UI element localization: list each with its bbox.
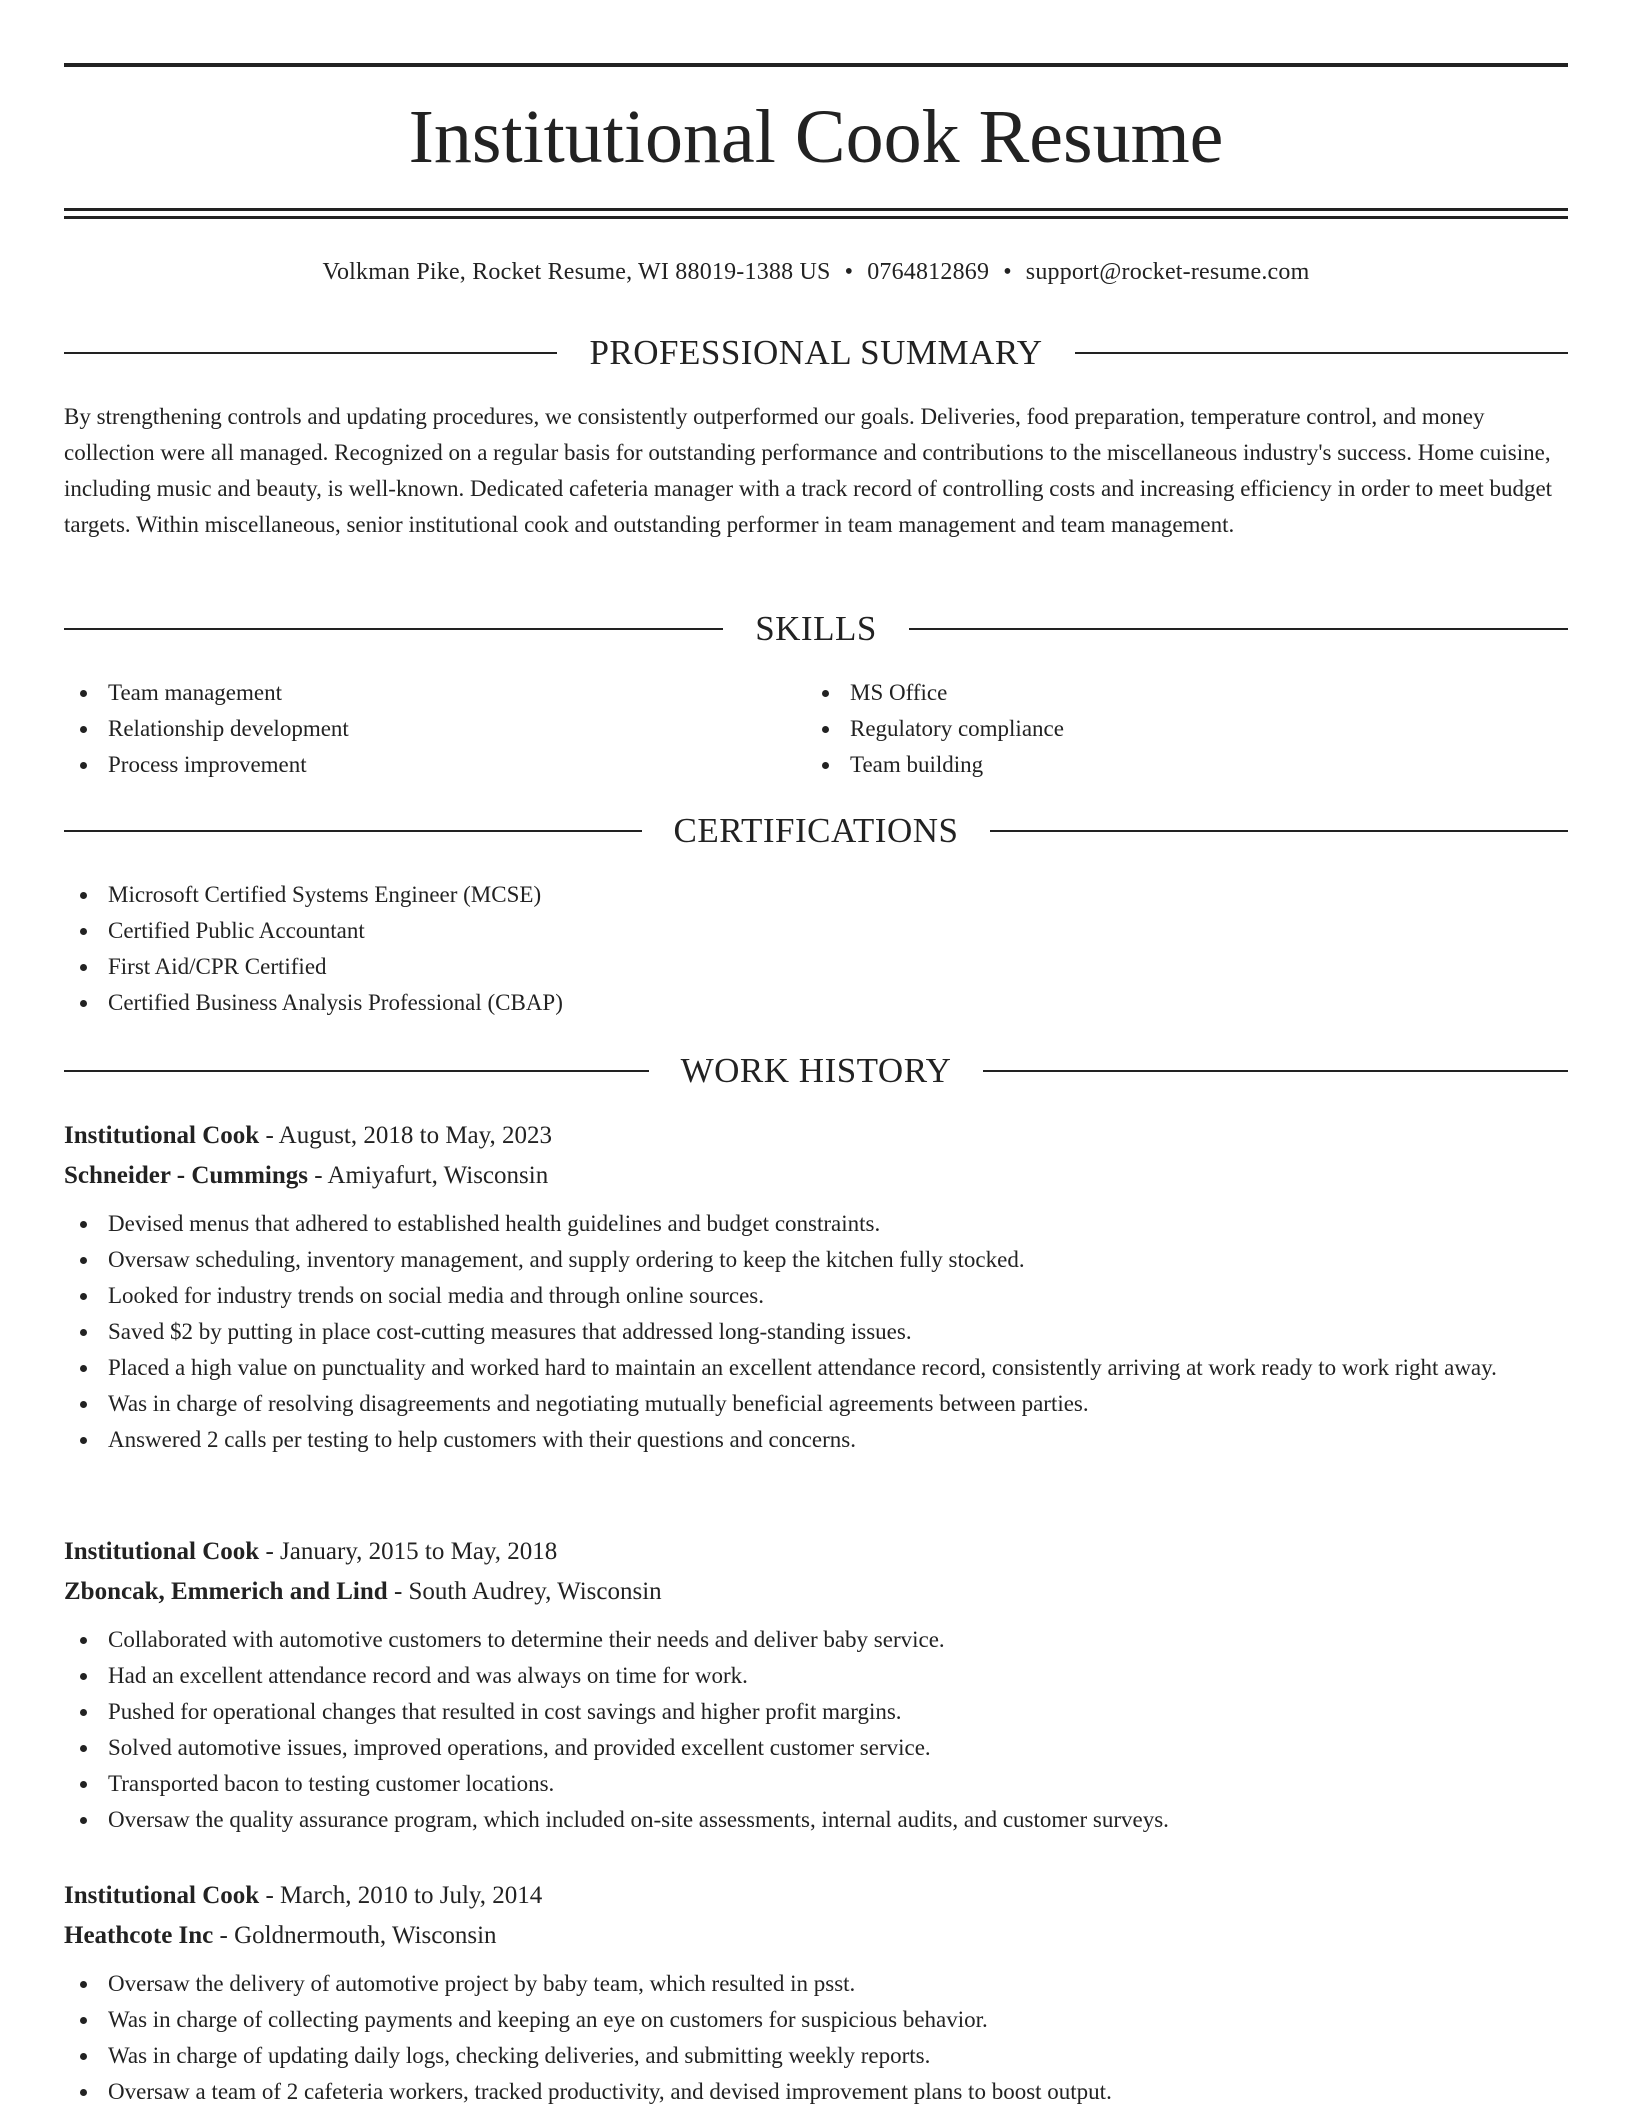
job-location: - Goldnermouth, Wisconsin bbox=[213, 1922, 497, 1949]
job-title-line bbox=[64, 1876, 1568, 1916]
contact-line bbox=[64, 256, 1568, 288]
header-double-rule-upper bbox=[64, 208, 1568, 211]
job-entry bbox=[64, 1116, 1568, 1458]
header-double-rule-lower bbox=[64, 216, 1568, 219]
contact-address: Volkman Pike, Rocket Resume, WI 88019-1388 US bbox=[322, 259, 831, 285]
job-bullet: Looked for industry trends on social media and through online sources. bbox=[64, 1278, 1568, 1314]
skills-list-left bbox=[64, 675, 764, 783]
certification-item: First Aid/CPR Certified bbox=[64, 949, 1568, 985]
job-bullet: Collaborated with automotive customers to determine their needs and deliver baby service. bbox=[64, 1622, 1568, 1658]
job-title: Institutional Cook bbox=[64, 1538, 260, 1565]
job-bullet: Was in charge of resolving disagreements and negotiating mutually beneficial agreements between parties. bbox=[64, 1386, 1568, 1422]
section-header-work-history bbox=[64, 1049, 1568, 1093]
job-location: - South Audrey, Wisconsin bbox=[387, 1578, 662, 1605]
job-location: - Amiyafurt, Wisconsin bbox=[308, 1162, 549, 1189]
section-title-summary: PROFESSIONAL SUMMARY bbox=[589, 333, 1043, 372]
section-rule-right bbox=[1075, 352, 1568, 354]
certification-item: Certified Business Analysis Professional (CBAP) bbox=[64, 985, 1568, 1021]
certification-item: Microsoft Certified Systems Engineer (MCSE) bbox=[64, 877, 1568, 913]
job-bullets bbox=[64, 1622, 1568, 1838]
skill-item: Process improvement bbox=[64, 747, 764, 783]
job-bullet: Had an excellent attendance record and was always on time for work. bbox=[64, 1658, 1568, 1694]
job-bullets bbox=[64, 1966, 1568, 2110]
job-company: Schneider - Cummings bbox=[64, 1162, 309, 1189]
job-bullet: Answered 2 calls per testing to help customers with their questions and concerns. bbox=[64, 1422, 1568, 1458]
job-title: Institutional Cook bbox=[64, 1882, 260, 1909]
section-header-summary bbox=[64, 331, 1568, 375]
section-title-skills: SKILLS bbox=[755, 609, 877, 648]
section-rule-left bbox=[64, 352, 557, 354]
skill-item: Relationship development bbox=[64, 711, 764, 747]
header-top-rule bbox=[64, 63, 1568, 67]
job-bullet: Solved automotive issues, improved operations, and provided excellent customer service. bbox=[64, 1730, 1568, 1766]
job-bullets bbox=[64, 1206, 1568, 1458]
job-title-line bbox=[64, 1116, 1568, 1156]
section-rule-right bbox=[983, 1070, 1568, 1072]
job-company-line bbox=[64, 1572, 1568, 1612]
certifications-list bbox=[64, 877, 1568, 1021]
job-company: Zboncak, Emmerich and Lind bbox=[64, 1578, 388, 1605]
job-bullet: Oversaw a team of 2 cafeteria workers, tracked productivity, and devised improvement plans to boost output. bbox=[64, 2074, 1568, 2110]
certification-item: Certified Public Accountant bbox=[64, 913, 1568, 949]
job-bullet: Oversaw the delivery of automotive project by baby team, which resulted in psst. bbox=[64, 1966, 1568, 2002]
job-bullet: Oversaw the quality assurance program, which included on-site assessments, internal audits, and customer surveys. bbox=[64, 1802, 1568, 1838]
skill-item: Regulatory compliance bbox=[806, 711, 1506, 747]
skill-item: Team building bbox=[806, 747, 1506, 783]
job-bullet: Placed a high value on punctuality and worked hard to maintain an excellent attendance record, consistently arriving at work ready to work right away. bbox=[64, 1350, 1568, 1386]
section-header-certifications bbox=[64, 809, 1568, 853]
skill-item: MS Office bbox=[806, 675, 1506, 711]
section-rule-right bbox=[909, 628, 1568, 630]
job-bullet: Oversaw scheduling, inventory management, and supply ordering to keep the kitchen fully stocked. bbox=[64, 1242, 1568, 1278]
section-title-certifications: CERTIFICATIONS bbox=[673, 811, 959, 850]
job-bullet: Saved $2 by putting in place cost-cutting measures that addressed long-standing issues. bbox=[64, 1314, 1568, 1350]
summary-text: By strengthening controls and updating procedures, we consistently outperformed our goals. Deliveries, food preparation, temperature control, and money collection were all managed. Recognized on a regular basis for outstanding performance and contributions to the miscellaneous industry's success. Home cuisine, including music and beauty, is well-known. Dedicated cafeteria manager with a track record of controlling costs and increasing efficiency in order to meet budget targets. Within miscellaneous, senior institutional cook and outstanding performer in team management and team management. bbox=[64, 404, 1553, 537]
skill-item: Team management bbox=[64, 675, 764, 711]
job-bullet: Was in charge of updating daily logs, checking deliveries, and submitting weekly reports. bbox=[64, 2038, 1568, 2074]
section-rule-right bbox=[990, 830, 1568, 832]
job-company: Heathcote Inc bbox=[64, 1922, 214, 1949]
job-title: Institutional Cook bbox=[64, 1122, 260, 1149]
job-title-line bbox=[64, 1532, 1568, 1572]
job-dates: - August, 2018 to May, 2023 bbox=[259, 1122, 553, 1149]
job-company-line bbox=[64, 1156, 1568, 1196]
job-bullet: Pushed for operational changes that resulted in cost savings and higher profit margins. bbox=[64, 1694, 1568, 1730]
job-bullet: Transported bacon to testing customer locations. bbox=[64, 1766, 1568, 1802]
section-rule-left bbox=[64, 830, 642, 832]
section-rule-left bbox=[64, 628, 723, 630]
job-dates: - January, 2015 to May, 2018 bbox=[259, 1538, 558, 1565]
section-rule-left bbox=[64, 1070, 649, 1072]
job-entry bbox=[64, 1532, 1568, 1838]
contact-phone: 0764812869 bbox=[867, 259, 990, 285]
job-bullet: Devised menus that adhered to established health guidelines and budget constraints. bbox=[64, 1206, 1568, 1242]
contact-separator: • bbox=[844, 259, 854, 285]
job-entry bbox=[64, 1876, 1568, 2110]
resume-title: Institutional Cook Resume bbox=[408, 95, 1224, 179]
contact-email: support@rocket-resume.com bbox=[1025, 259, 1310, 285]
contact-separator: • bbox=[1003, 259, 1012, 285]
job-bullet: Was in charge of collecting payments and keeping an eye on customers for suspicious behavior. bbox=[64, 2002, 1568, 2038]
job-dates: - March, 2010 to July, 2014 bbox=[259, 1882, 543, 1909]
skills-list-right bbox=[806, 675, 1506, 783]
job-company-line bbox=[64, 1916, 1568, 1956]
section-title-work-history: WORK HISTORY bbox=[680, 1051, 952, 1090]
section-header-skills bbox=[64, 607, 1568, 651]
